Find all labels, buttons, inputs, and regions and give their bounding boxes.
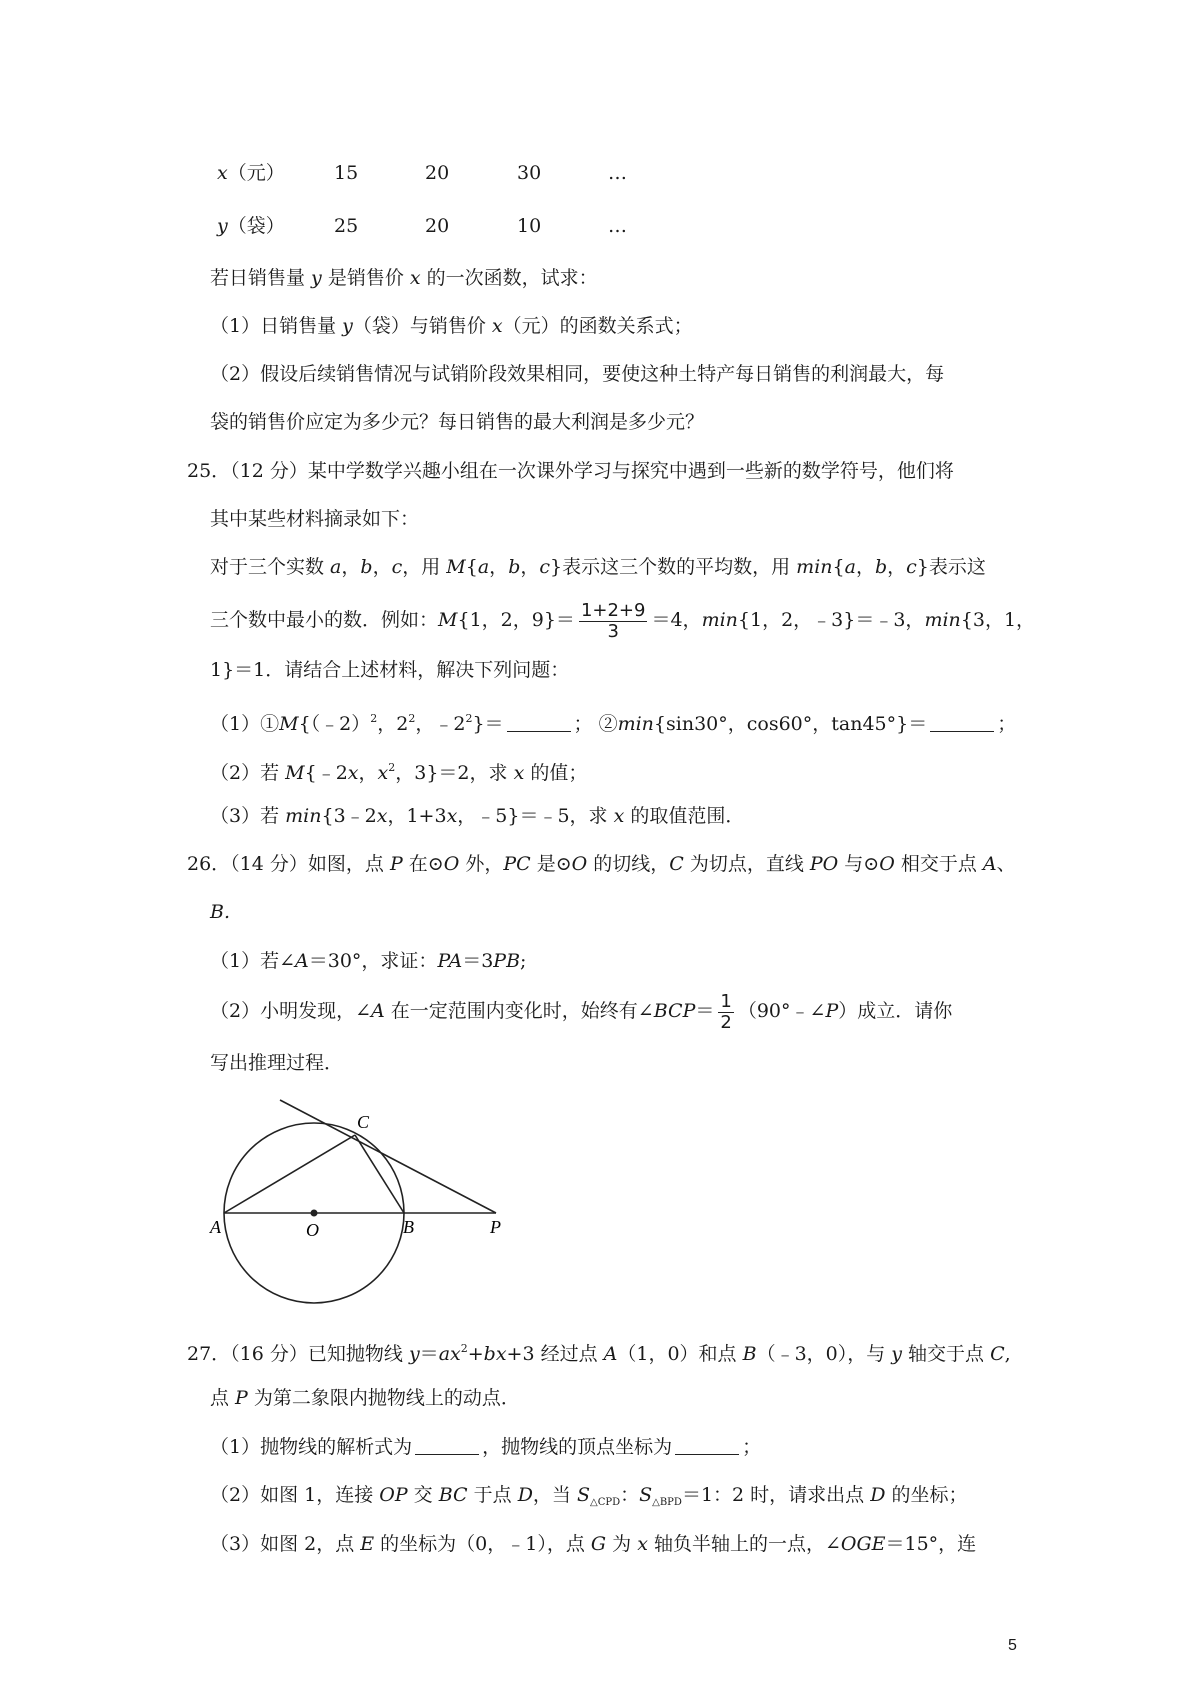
fraction: $\frac{1+2+9}{3}$ <box>580 599 646 642</box>
answer-blank[interactable] <box>930 713 994 732</box>
label-c: C <box>357 1112 370 1132</box>
q25-heading: 25．（12 分）某中学数学兴趣小组在一次课外学习与探究中遇到一些新的数学符号，他们将 <box>187 460 954 482</box>
label-o: O <box>306 1220 319 1240</box>
segment-ac <box>224 1135 355 1213</box>
q25-example: 三个数中最小的数．例如：M{1，2，9}＝ $\frac{1+2+9}{3}$ ＝4，min{1，2，﹣3}＝﹣3，min{3，1， <box>210 599 1036 642</box>
q26-part1: （1）若∠A＝30°，求证：PA＝3PB; <box>210 950 527 972</box>
page-number: 5 <box>1008 1637 1017 1654</box>
q27-part3: （3）如图 2，点 E 的坐标为（0，﹣1），点 G 为 x 轴负半轴上的一点，∠OGE＝15°，连 <box>210 1533 977 1555</box>
table-cell: 30 <box>517 162 542 184</box>
table-row-label: x（元） <box>217 162 285 184</box>
q25-part2: （2）若 M{﹣2x，$x^2$，3}＝2，求 x 的值； <box>210 761 588 784</box>
table-cell: … <box>608 162 627 184</box>
segment-cb <box>355 1135 404 1213</box>
tangent-line-pc <box>280 1100 496 1213</box>
table-cell: 10 <box>517 215 542 237</box>
table-cell: 25 <box>334 215 359 237</box>
q26-part2: （2）小明发现，∠A 在一定范围内变化时，始终有∠BCP＝ $\frac{1}{2}$ （90°﹣∠P）成立．请你 <box>210 990 953 1033</box>
answer-blank[interactable] <box>675 1436 739 1455</box>
table-cell: 20 <box>425 215 450 237</box>
q26-part2-cont: 写出推理过程． <box>210 1052 344 1074</box>
fraction-half: $\frac{1}{2}$ <box>720 990 732 1033</box>
center-point-o <box>311 1210 318 1217</box>
q24-intro: 若日销售量 y 是销售价 x 的一次函数，试求： <box>210 267 598 289</box>
answer-blank[interactable] <box>507 713 571 732</box>
q27-part2: （2）如图 1，连接 OP 交 BC 于点 D，当 $S_{\triangle CPD}$：$S_{\triangle BPD}=1$：2 时，请求出点 D 的坐标； <box>210 1484 968 1508</box>
label-p: P <box>490 1217 501 1237</box>
q27-heading-cont: 点 P 为第二象限内抛物线上的动点． <box>210 1387 520 1409</box>
q26-heading-cont: B. <box>210 901 231 923</box>
table-cell: 15 <box>334 162 359 184</box>
table-cell: … <box>608 215 627 237</box>
q27-part1: （1）抛物线的解析式为 ，抛物线的顶点坐标为 ； <box>210 1436 762 1458</box>
q24-part2-cont: 袋的销售价应定为多少元？每日销售的最大利润是多少元？ <box>210 411 705 433</box>
table-cell: 20 <box>425 162 450 184</box>
label-a: A <box>210 1217 221 1237</box>
q25-part3: （3）若 min{3﹣2x，1+3x，﹣5}＝﹣5，求 x 的取值范围． <box>210 805 745 827</box>
label-b: B <box>403 1217 414 1237</box>
q25-heading-cont: 其中某些材料摘录如下： <box>210 508 420 530</box>
q27-heading: 27．（16 分）已知抛物线 $y=ax^2+bx+3$ 经过点 A（1，0）和点 B（﹣3，0），与 y 轴交于点 C, <box>187 1342 1011 1365</box>
q24-part2: （2）假设后续销售情况与试销阶段效果相同，要使这种土特产每日销售的利润最大，每 <box>210 363 945 385</box>
q25-part1: （1）①M{（﹣2）$^2$，$2^2$，$﹣2^2\}=$ ； ②min{sin30°，cos60°，tan45°}＝ ； <box>210 712 1017 735</box>
q25-example-cont: 1}＝1．请结合上述材料，解决下列问题： <box>210 659 570 681</box>
geometry-figure <box>200 1090 520 1310</box>
table-row-label: y（袋） <box>217 215 285 237</box>
q24-part1: （1）日销售量 y（袋）与销售价 x（元）的函数关系式； <box>210 315 693 337</box>
q25-definition: 对于三个实数 a，b，c，用 M{a，b，c}表示这三个数的平均数，用 min{a，b，c}表示这 <box>210 556 986 578</box>
answer-blank[interactable] <box>415 1436 479 1455</box>
q26-heading: 26．（14 分）如图，点 P 在⊙O 外，PC 是⊙O 的切线，C 为切点，直线 PO 与⊙O 相交于点 A、 <box>187 853 1016 875</box>
